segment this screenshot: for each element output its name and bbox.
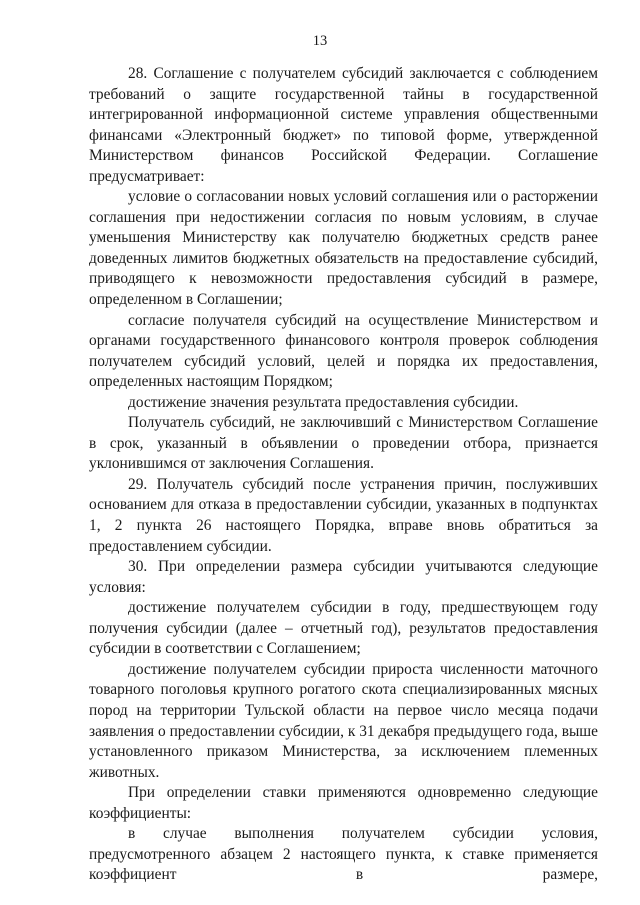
paragraph-condition-livestock-growth: достижение получателем субсидии прироста численности маточного товарного поголовья крупного рогатого скота специализированных мясных пород на территории Тульской области на первое число месяца подачи заявления о предоставлении субсидии, к 31 декабря предыдущего года, выше установленного приказом Министерства, за исключением племенных животных. xyxy=(89,660,598,781)
paragraph-rate-coefficients: При определении ставки применяются одновременно следующие коэффициенты: xyxy=(89,784,598,822)
paragraph-28-agreement: 28. Соглашение с получателем субсидий заключается с соблюдением требований о защите государственной тайны в государственной интегрированной информационной системе управления общественными финансами «Электронный бюджет» по типовой форме, утвержденной Министерством финансов Российской Федерации. Соглашение предусматривает: xyxy=(89,65,598,185)
paragraph-coefficient-case: в случае выполнения получателем субсидии условия, предусмотренного абзацем 2 настоящего пункта, к ставке применяется коэффициент в размере, xyxy=(89,825,598,884)
paragraph-consent-inspections: согласие получателя субсидий на осуществление Министерством и органами государственного финансового контроля проверок соблюдения получателем субсидий условий, целей и порядка их предоставления, определенных настоящим Порядком; xyxy=(89,311,598,391)
document-body xyxy=(89,64,598,886)
paragraph-30-conditions: 30. При определении размера субсидии учитываются следующие условия: xyxy=(89,558,598,596)
paragraph-evasion: Получатель субсидий, не заключивший с Министерством Соглашение в срок, указанный в объявлении о проведении отбора, признается уклонившимся от заключения Соглашения. xyxy=(89,414,598,473)
paragraph-29-reapply: 29. Получатель субсидий после устранения причин, послуживших основанием для отказа в предоставлении субсидии, указанных в подпунктах 1, 2 пункта 26 настоящего Порядка, вправе вновь обратиться за предоставлением субсидии. xyxy=(89,475,598,555)
paragraph-result-achievement: достижение значения результата предоставления субсидии. xyxy=(128,393,519,411)
paragraph-condition-new-terms: условие о согласовании новых условий соглашения или о расторжении соглашения при недостижении согласия по новым условиям, в случае уменьшения Министерству как получателю бюджетных средств ранее доведенных лимитов бюджетных обязательств на предоставление субсидий, приводящего к невозможности предоставления субсидий в размере, определенном в Соглашении; xyxy=(89,188,598,309)
page-number: 13 xyxy=(312,33,328,49)
paragraph-condition-results: достижение получателем субсидии в году, предшествующем году получения субсидии (далее – отчетный год), результатов предоставления субсидии в соответствии с Соглашением; xyxy=(89,599,598,658)
